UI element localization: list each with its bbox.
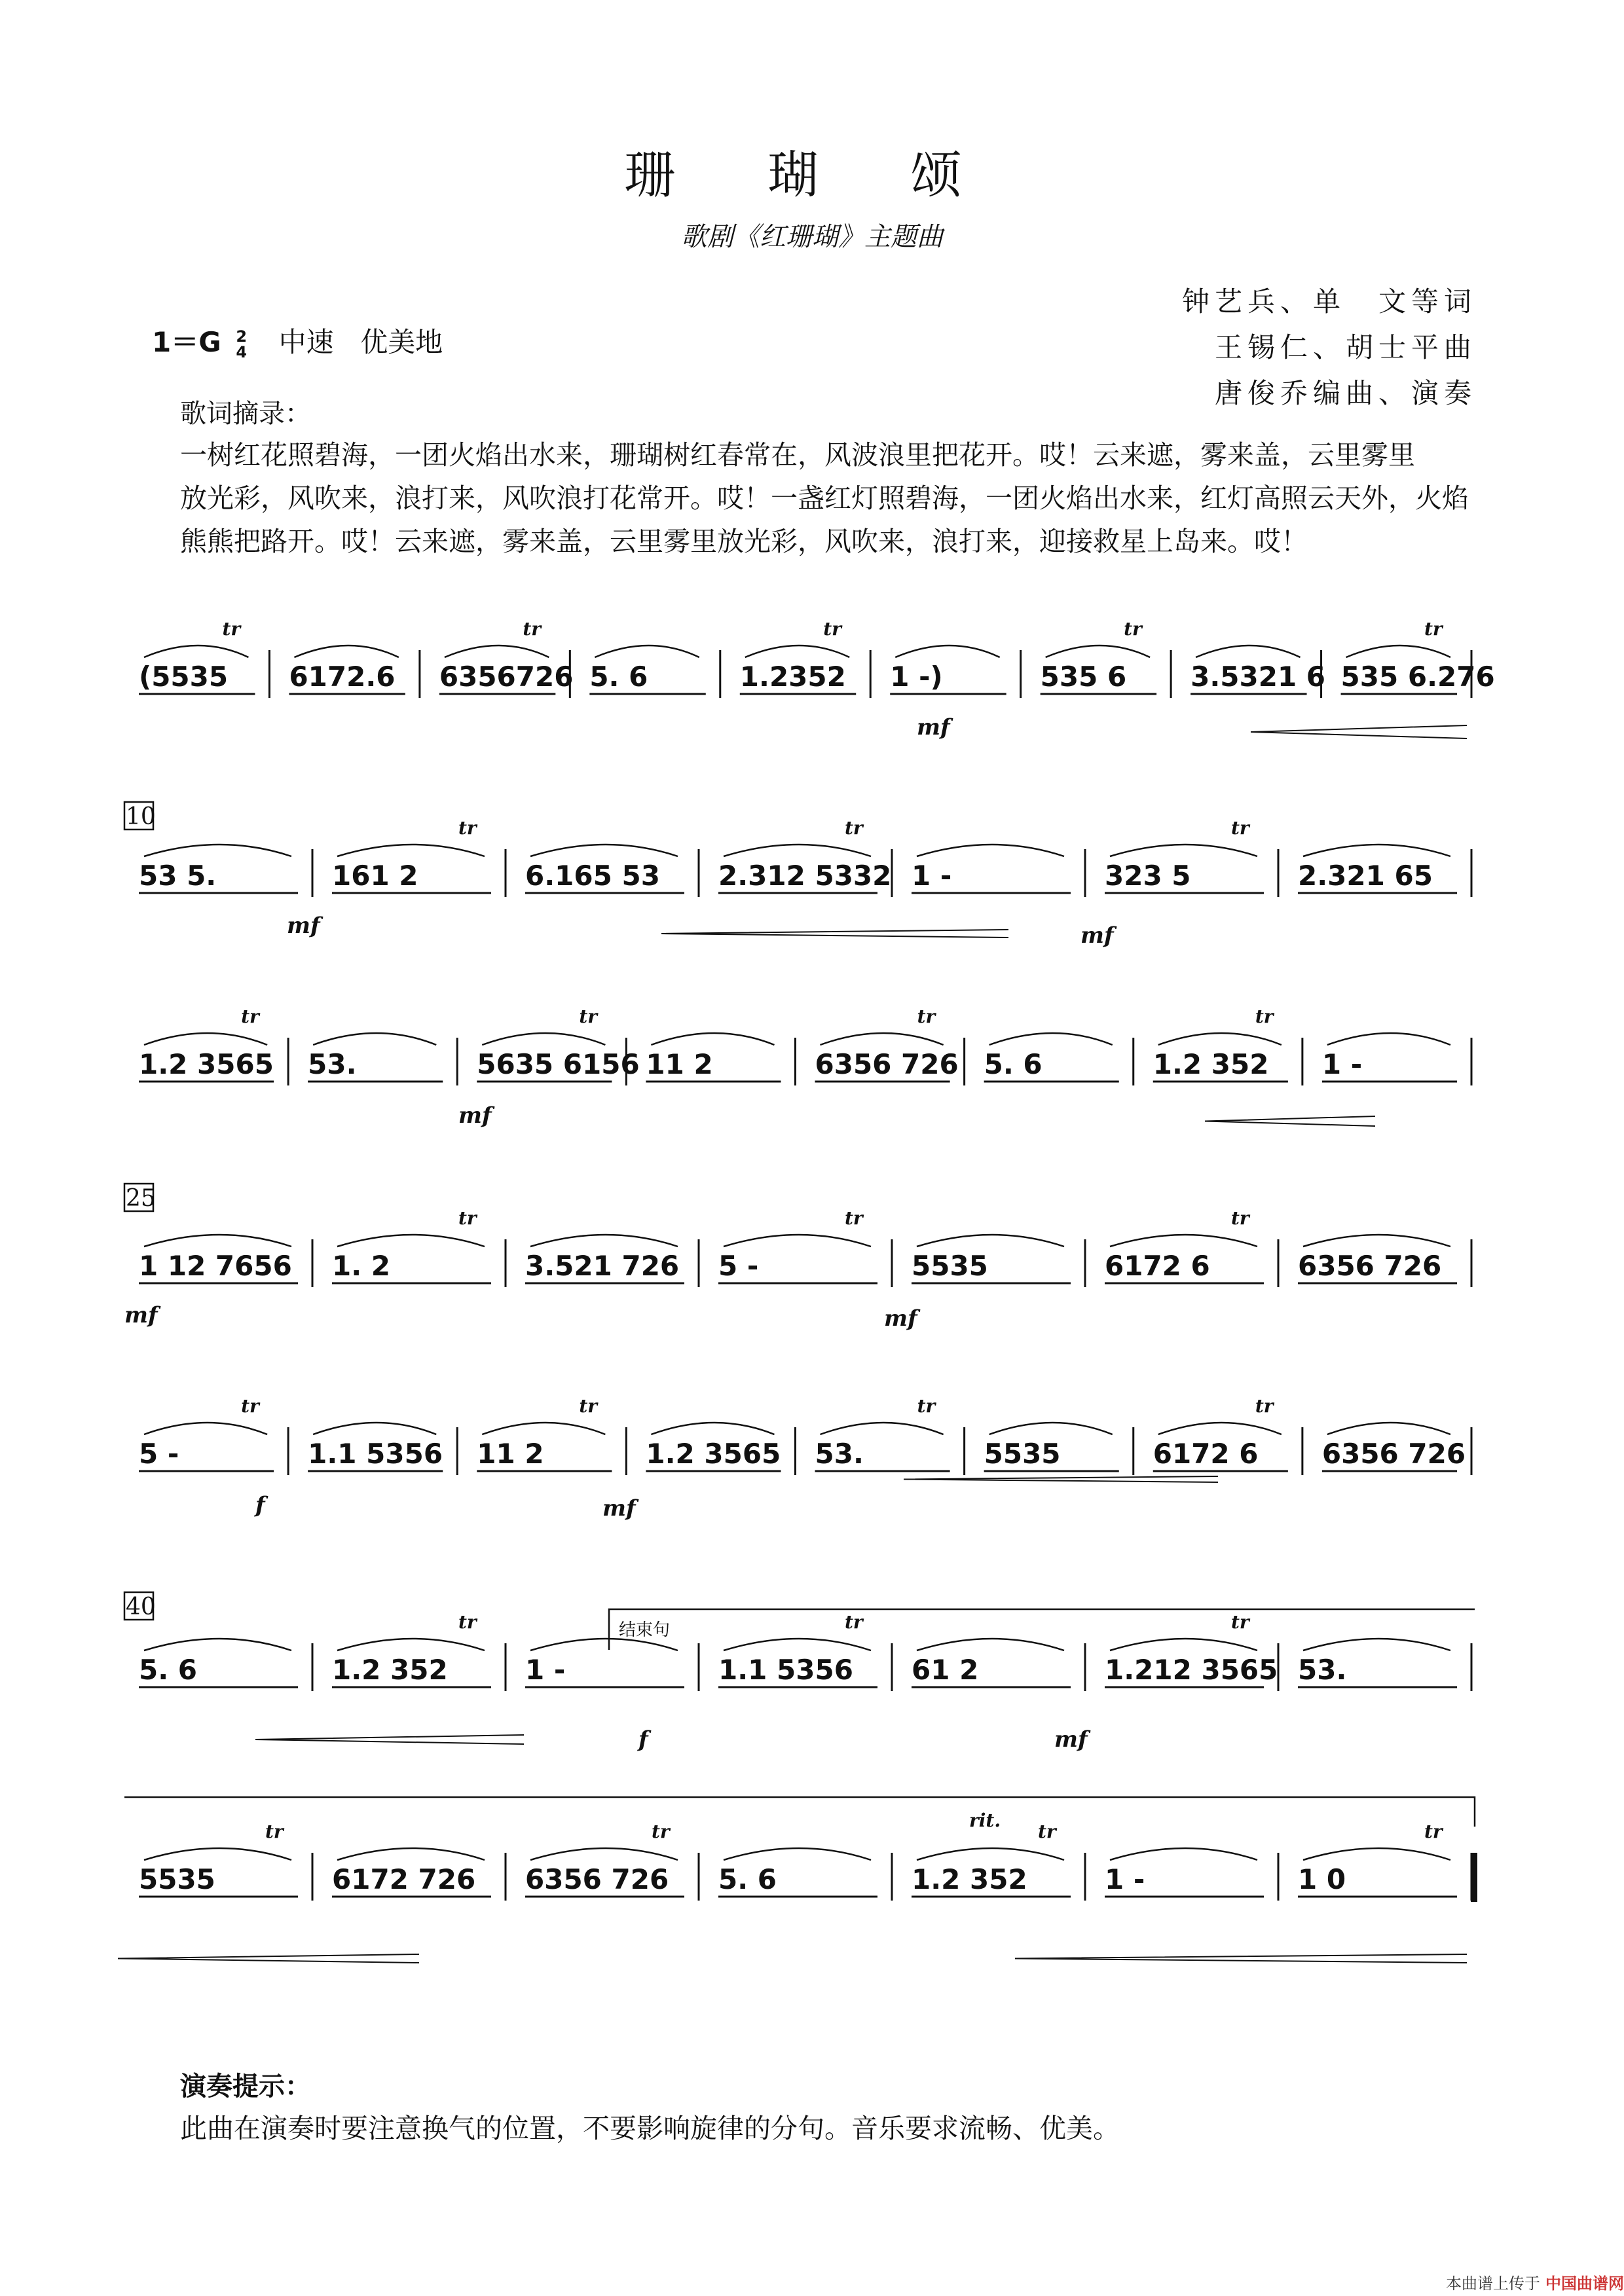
measure-number: 25 [126, 1185, 156, 1212]
trill-mark: tr [1038, 1821, 1056, 1842]
slur-arc [1196, 646, 1300, 657]
score-measure: 323 5 [1105, 860, 1191, 892]
score-measure: 1.2 352 [1153, 1048, 1269, 1080]
score-measure: 6356 726 [815, 1048, 959, 1080]
slur-arc [989, 1423, 1113, 1434]
trill-mark: tr [222, 618, 241, 640]
slur-arc [1158, 1033, 1282, 1045]
dynamic-marking: f [255, 1492, 265, 1518]
slur-arc [530, 1235, 678, 1247]
rit-marking: rit. [969, 1810, 1001, 1831]
dynamic-marking: mf [602, 1495, 636, 1522]
trill-mark: tr [241, 1395, 259, 1417]
trill-mark: tr [1255, 1006, 1274, 1027]
hairpin [904, 1476, 1218, 1482]
time-top: 2 [236, 327, 248, 346]
score-measure: 2.312 5332 [718, 860, 892, 892]
trill-mark: tr [241, 1006, 259, 1027]
slur-arc [530, 1639, 678, 1650]
score-measure: 1 - [1321, 1048, 1363, 1080]
slur-arc [1110, 1639, 1257, 1650]
trill-mark: tr [1124, 618, 1142, 640]
score-measure: 1.2 352 [912, 1863, 1027, 1895]
hairpin [1251, 725, 1467, 738]
lyrics-line: 放光彩，风吹来，浪打来，风吹浪打花常开。哎！一盏红灯照碧海，一团火焰出水来，红灯高照云天外，火焰 [180, 483, 1469, 514]
score-measure: 6172 6 [1153, 1438, 1259, 1470]
score-measure: 5635 6156 [477, 1048, 640, 1080]
score-measure: 3.521 726 [525, 1250, 680, 1282]
score-measure: 5. 6 [589, 661, 648, 693]
slur-arc [651, 1033, 774, 1045]
trill-mark: tr [458, 1207, 477, 1229]
score-measure: 5. 6 [984, 1048, 1043, 1080]
slur-arc [821, 1033, 944, 1045]
slur-arc [651, 1423, 774, 1434]
lyrics-line: 一树红花照碧海，一团火焰出水来，珊瑚树红春常在，风波浪里把花开。哎！云来遮，雾来盖，云里雾里 [180, 439, 1415, 471]
trill-mark: tr [1231, 1611, 1249, 1633]
dynamic-marking: mf [124, 1302, 158, 1328]
score-measure: 1 - [912, 860, 952, 892]
hairpin [1015, 1954, 1467, 1963]
slur-arc [1327, 1423, 1450, 1434]
slur-arc [724, 845, 871, 856]
trill-mark: tr [1424, 1821, 1443, 1842]
slur-arc [530, 1848, 678, 1860]
footer-text: 本曲谱上传于 [1446, 2274, 1540, 2293]
slur-arc [337, 1848, 485, 1860]
score-measure: 6356 726 [1298, 1250, 1442, 1282]
trill-mark: tr [579, 1006, 598, 1027]
slur-arc [917, 1639, 1064, 1650]
slur-arc [144, 1235, 291, 1247]
score-measure: 5 - [718, 1250, 759, 1282]
slur-arc [337, 1235, 485, 1247]
slur-arc [144, 1848, 291, 1860]
credit-arranger: 唐俊乔编曲、演奏 [1214, 377, 1477, 409]
hairpin [661, 930, 1008, 938]
slur-arc [482, 1033, 605, 1045]
score-measure: 1.1 5356 [308, 1438, 443, 1470]
slur-arc [745, 646, 849, 657]
hairpin [255, 1735, 524, 1744]
dynamic-marking: f [638, 1726, 648, 1753]
score-measure: 1 - [1105, 1863, 1145, 1895]
performance-hint-heading: 演奏提示： [180, 2071, 311, 2102]
score-measure: 3.5321 6 [1190, 661, 1326, 693]
score-measure: 1.2352 [739, 661, 846, 693]
slur-arc [1327, 1033, 1450, 1045]
footer-watermark [1446, 2270, 1624, 2293]
score-measure: 5. 6 [139, 1654, 198, 1686]
score-measure: 1.2 3565 [139, 1048, 274, 1080]
slur-arc [144, 1423, 267, 1434]
score-measure: 5535 [912, 1250, 988, 1282]
score-measure: 6172.6 [289, 661, 396, 693]
trill-mark: tr [1255, 1395, 1274, 1417]
slur-arc [724, 1848, 871, 1860]
slur-arc [989, 1033, 1113, 1045]
key-label: 1＝G [152, 326, 221, 358]
slur-arc [313, 1423, 436, 1434]
score-measure: 53 5. [139, 860, 217, 892]
slur-arc [1110, 1235, 1257, 1247]
time-bottom: 4 [236, 342, 248, 361]
dynamic-marking: mf [458, 1102, 492, 1129]
slur-arc [144, 845, 291, 856]
score-measure: 161 2 [332, 860, 418, 892]
trill-mark: tr [917, 1395, 936, 1417]
trill-mark: tr [823, 618, 841, 640]
score-measure: 1.1 5356 [718, 1654, 853, 1686]
slur-arc [1303, 1235, 1450, 1247]
footer-site: 中国曲谱网 [1545, 2274, 1624, 2293]
trill-mark: tr [458, 817, 477, 839]
lyrics-line: 熊熊把路开。哎！云来遮，雾来盖，云里雾里放光彩，风吹来，浪打来，迎接救星上岛来。哎！ [180, 526, 1308, 557]
score-measure: 1 0 [1298, 1863, 1346, 1895]
expression-marking: 优美地 [360, 326, 443, 358]
lyrics-heading: 歌词摘录： [180, 399, 311, 429]
trill-mark: tr [265, 1821, 284, 1842]
slur-arc [337, 845, 485, 856]
slur-arc [724, 1639, 871, 1650]
trill-mark: tr [1424, 618, 1443, 640]
dynamic-marking: mf [287, 913, 320, 939]
slur-arc [144, 1639, 291, 1650]
slur-arc [445, 646, 549, 657]
score-measure: 53. [815, 1438, 864, 1470]
score-measure: 1.212 3565 [1105, 1654, 1278, 1686]
slur-arc [724, 1235, 871, 1247]
slur-arc [821, 1423, 944, 1434]
measure-number: 10 [126, 803, 156, 830]
slur-arc [595, 646, 699, 657]
tempo-marking: 中速 [278, 326, 334, 358]
hairpin [1205, 1116, 1375, 1126]
trill-mark: tr [1231, 817, 1249, 839]
trill-mark: tr [845, 817, 863, 839]
score-measure: 53. [308, 1048, 357, 1080]
score-measure: 1. 2 [332, 1250, 391, 1282]
hairpin [118, 1954, 419, 1963]
slur-arc [1346, 646, 1450, 657]
dynamic-marking: mf [1054, 1726, 1088, 1753]
trill-mark: tr [917, 1006, 936, 1027]
credit-composer: 王锡仁、胡士平曲 [1214, 331, 1477, 363]
credit-lyricist: 钟艺兵、单 文等词 [1181, 285, 1477, 318]
trill-mark: tr [1231, 1207, 1249, 1229]
slur-arc [917, 1848, 1064, 1860]
slur-arc [1046, 646, 1150, 657]
score-measure: 5. 6 [718, 1863, 777, 1895]
score-measure: 6356 726 [1321, 1438, 1466, 1470]
slur-arc [313, 1033, 436, 1045]
score-measure: (5535 [139, 661, 229, 693]
trill-mark: tr [579, 1395, 598, 1417]
slur-arc [895, 646, 999, 657]
slur-arc [1110, 845, 1257, 856]
slur-arc [294, 646, 398, 657]
score-measure: 1 -) [890, 661, 943, 693]
score-measure: 6356726 [439, 661, 574, 693]
trill-mark: tr [458, 1611, 477, 1633]
slur-arc [1303, 845, 1450, 856]
slur-arc [337, 1639, 485, 1650]
page-title: 珊 瑚 颂 [624, 146, 1000, 205]
score-measure: 11 2 [646, 1048, 713, 1080]
score-measure: 6172 726 [332, 1863, 476, 1895]
score-measure: 11 2 [477, 1438, 544, 1470]
slur-arc [917, 1235, 1064, 1247]
score-measure: 535 6 [1040, 661, 1127, 693]
slur-arc [1303, 1848, 1450, 1860]
ending-label: 结束句 [619, 1620, 671, 1640]
slur-arc [1110, 1848, 1257, 1860]
score-measure: 5535 [139, 1863, 215, 1895]
slur-arc [530, 845, 678, 856]
slur-arc [1303, 1639, 1450, 1650]
score-measure: 1 12 7656 [139, 1250, 292, 1282]
score-measure: 5 - [139, 1438, 179, 1470]
slur-arc [144, 646, 248, 657]
slur-arc [144, 1033, 267, 1045]
score-measure: 61 2 [912, 1654, 979, 1686]
score-measure: 1 - [525, 1654, 566, 1686]
trill-mark: tr [523, 618, 542, 640]
score-measure: 53. [1298, 1654, 1347, 1686]
score-measure: 2.321 65 [1298, 860, 1433, 892]
score-measure: 535 6.276 [1340, 661, 1495, 693]
score-measure: 1.2 352 [332, 1654, 448, 1686]
performance-hint-text: 此曲在演奏时要注意换气的位置，不要影响旋律的分句。音乐要求流畅、优美。 [180, 2113, 1120, 2144]
slur-arc [482, 1423, 605, 1434]
score-measure: 6172 6 [1105, 1250, 1210, 1282]
trill-mark: tr [845, 1207, 863, 1229]
slur-arc [1158, 1423, 1282, 1434]
score-measure: 1.2 3565 [646, 1438, 781, 1470]
measure-number: 40 [126, 1594, 156, 1620]
slur-arc [917, 845, 1064, 856]
score-measure: 6.165 53 [525, 860, 660, 892]
dynamic-marking: mf [884, 1305, 917, 1332]
dynamic-marking: mf [917, 714, 950, 740]
trill-mark: tr [845, 1611, 863, 1633]
dynamic-marking: mf [1080, 922, 1114, 949]
page-subtitle: 歌剧《红珊瑚》主题曲 [681, 222, 943, 252]
score-measure: 6356 726 [525, 1863, 669, 1895]
ending-bracket-continued [124, 1797, 1475, 1827]
trill-mark: tr [652, 1821, 670, 1842]
score-measure: 5535 [984, 1438, 1061, 1470]
